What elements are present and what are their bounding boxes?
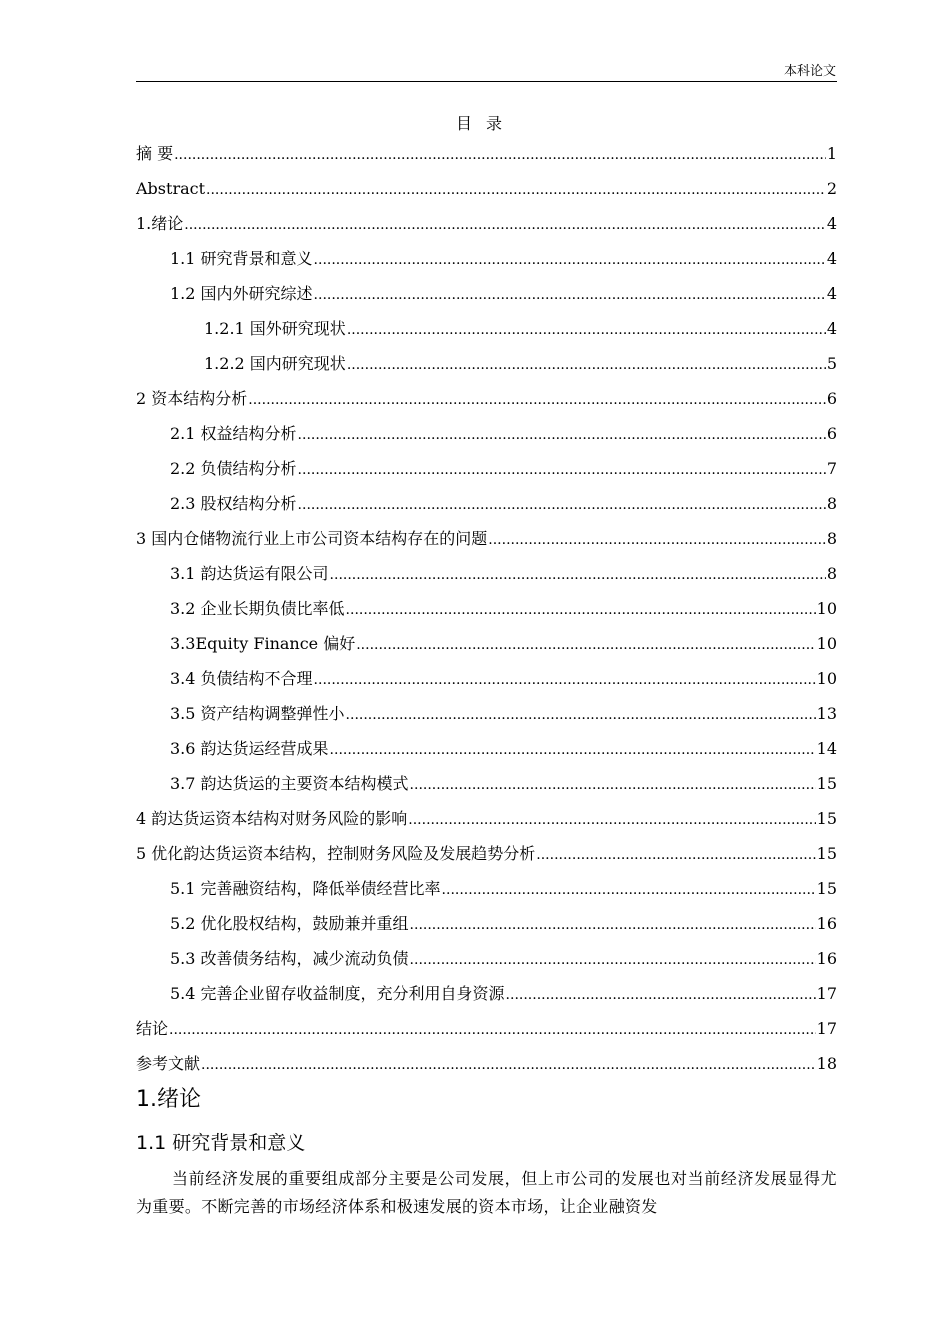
- toc-dot-leader: [298, 459, 826, 481]
- toc-page-number: 13: [816, 704, 837, 723]
- toc-entry-title: 3.6 韵达货运经营成果: [170, 739, 329, 758]
- toc-entry[interactable]: [136, 1053, 837, 1088]
- toc-entry[interactable]: [136, 213, 837, 248]
- page-header: 本科论文: [783, 64, 836, 79]
- toc-page-number: 8: [826, 564, 837, 583]
- toc-dot-leader: [410, 914, 816, 936]
- toc-entry-title: 5.2 优化股权结构，鼓励兼并重组: [170, 914, 409, 933]
- toc-page-number: 4: [826, 319, 837, 338]
- toc-page-number: 15: [816, 844, 837, 863]
- toc-dot-leader: [169, 1019, 816, 1041]
- toc-dot-leader: [346, 599, 816, 621]
- toc-entry[interactable]: [136, 528, 837, 563]
- toc-entry-title: 3.2 企业长期负债比率低: [170, 599, 345, 618]
- toc-page-number: 10: [816, 634, 837, 653]
- toc-entry[interactable]: [136, 563, 837, 598]
- toc-entry-title: 2.3 股权结构分析: [170, 494, 297, 513]
- toc-entry[interactable]: [136, 423, 837, 458]
- toc-dot-leader: [298, 424, 826, 446]
- toc-page-number: 6: [826, 424, 837, 443]
- toc-page-number: 17: [816, 984, 837, 1003]
- toc-dot-leader: [442, 879, 816, 901]
- toc-entry-title: 2.1 权益结构分析: [170, 424, 297, 443]
- toc-entry-title: 3.1 韵达货运有限公司: [170, 564, 329, 583]
- toc-entry[interactable]: [136, 668, 837, 703]
- toc-dot-leader: [488, 529, 826, 551]
- toc-page-number: 15: [816, 809, 837, 828]
- toc-entry[interactable]: [136, 283, 837, 318]
- toc-entry-title: 3.3Equity Finance 偏好: [170, 634, 356, 653]
- toc-entry-title: 2 资本结构分析: [136, 389, 248, 408]
- toc-page-number: 10: [816, 669, 837, 688]
- toc-entry-title: 5.1 完善融资结构，降低举债经营比率: [170, 879, 441, 898]
- toc-page-number: 5: [826, 354, 837, 373]
- toc-entry[interactable]: [136, 773, 837, 808]
- toc-dot-leader: [506, 984, 816, 1006]
- toc-entry[interactable]: [136, 808, 837, 843]
- toc-entry[interactable]: [136, 388, 837, 423]
- toc-page-number: 8: [826, 529, 837, 548]
- toc-entry[interactable]: [136, 703, 837, 738]
- toc-title: 目录: [455, 114, 516, 133]
- toc-entry-title: 5 优化韵达货运资本结构，控制财务风险及发展趋势分析: [136, 844, 536, 863]
- table-of-contents: [136, 143, 837, 1088]
- toc-dot-leader: [410, 949, 816, 971]
- toc-entry-title: 1.2.1 国外研究现状: [204, 319, 346, 338]
- toc-page-number: 16: [816, 914, 837, 933]
- toc-dot-leader: [174, 144, 826, 166]
- toc-entry[interactable]: [136, 738, 837, 773]
- toc-dot-leader: [184, 214, 826, 236]
- toc-entry[interactable]: [136, 248, 837, 283]
- toc-entry-title: 3.4 负债结构不合理: [170, 669, 313, 688]
- toc-dot-leader: [201, 1054, 816, 1076]
- toc-entry-title: 3.7 韵达货运的主要资本结构模式: [170, 774, 409, 793]
- header-rule: [136, 81, 837, 82]
- toc-entry[interactable]: [136, 878, 837, 913]
- toc-entry-title: 5.4 完善企业留存收益制度，充分利用自身资源: [170, 984, 505, 1003]
- toc-page-number: 6: [826, 389, 837, 408]
- section-heading-1: 1.绪论: [136, 1087, 201, 1112]
- toc-entry-title: 1.1 研究背景和意义: [170, 249, 313, 268]
- toc-dot-leader: [356, 634, 815, 656]
- toc-page-number: 1: [826, 144, 837, 163]
- toc-entry[interactable]: [136, 458, 837, 493]
- toc-dot-leader: [330, 564, 826, 586]
- toc-page-number: 4: [826, 284, 837, 303]
- toc-entry-title: 4 韵达货运资本结构对财务风险的影响: [136, 809, 408, 828]
- toc-entry[interactable]: [136, 913, 837, 948]
- toc-dot-leader: [347, 319, 826, 341]
- toc-dot-leader: [408, 809, 815, 831]
- toc-page-number: 16: [816, 949, 837, 968]
- toc-page-number: 7: [826, 459, 837, 478]
- toc-dot-leader: [314, 249, 826, 271]
- toc-entry-title: 5.3 改善债务结构，减少流动负债: [170, 949, 409, 968]
- toc-entry[interactable]: [136, 598, 837, 633]
- toc-entry[interactable]: [136, 493, 837, 528]
- toc-page-number: 15: [816, 879, 837, 898]
- toc-dot-leader: [314, 669, 816, 691]
- toc-dot-leader: [248, 389, 826, 411]
- toc-entry[interactable]: [136, 353, 837, 388]
- toc-entry-title: 1.2.2 国内研究现状: [204, 354, 346, 373]
- body-paragraph: 当前经济发展的重要组成部分主要是公司发展，但上市公司的发展也对当前经济发展显得尤为重要。不断完善的市场经济体系和极速发展的资本市场，让企业融资发: [136, 1169, 837, 1216]
- toc-page-number: 14: [816, 739, 837, 758]
- toc-dot-leader: [346, 704, 816, 726]
- toc-dot-leader: [410, 774, 816, 796]
- toc-page-number: 10: [816, 599, 837, 618]
- toc-entry-title: 3 国内仓储物流行业上市公司资本结构存在的问题: [136, 529, 488, 548]
- toc-entry-title: 摘 要: [136, 144, 174, 163]
- toc-entry[interactable]: [136, 948, 837, 983]
- toc-page-number: 17: [816, 1019, 837, 1038]
- toc-dot-leader: [314, 284, 826, 306]
- section-heading-2: 1.1 研究背景和意义: [136, 1132, 306, 1154]
- toc-page-number: 4: [826, 214, 837, 233]
- toc-entry-title: 3.5 资产结构调整弹性小: [170, 704, 345, 723]
- toc-page-number: 2: [826, 179, 837, 198]
- toc-dot-leader: [347, 354, 826, 376]
- toc-page-number: 18: [816, 1054, 837, 1073]
- toc-entry-title: 2.2 负债结构分析: [170, 459, 297, 478]
- toc-entry-title: 结论: [136, 1019, 169, 1038]
- toc-dot-leader: [206, 179, 826, 201]
- toc-entry[interactable]: [136, 843, 837, 878]
- toc-page-number: 4: [826, 249, 837, 268]
- toc-entry-title: Abstract: [136, 179, 206, 198]
- toc-dot-leader: [330, 739, 816, 761]
- toc-entry[interactable]: [136, 143, 837, 178]
- toc-entry[interactable]: [136, 318, 837, 353]
- toc-entry[interactable]: [136, 983, 837, 1018]
- toc-entry[interactable]: [136, 178, 837, 213]
- toc-dot-leader: [298, 494, 826, 516]
- toc-entry[interactable]: [136, 1018, 837, 1053]
- toc-entry-title: 参考文献: [136, 1054, 201, 1073]
- toc-entry-title: 1.2 国内外研究综述: [170, 284, 313, 303]
- toc-page-number: 15: [816, 774, 837, 793]
- toc-dot-leader: [536, 844, 815, 866]
- toc-page-number: 8: [826, 494, 837, 513]
- toc-entry-title: 1.绪论: [136, 214, 184, 233]
- toc-entry[interactable]: [136, 633, 837, 668]
